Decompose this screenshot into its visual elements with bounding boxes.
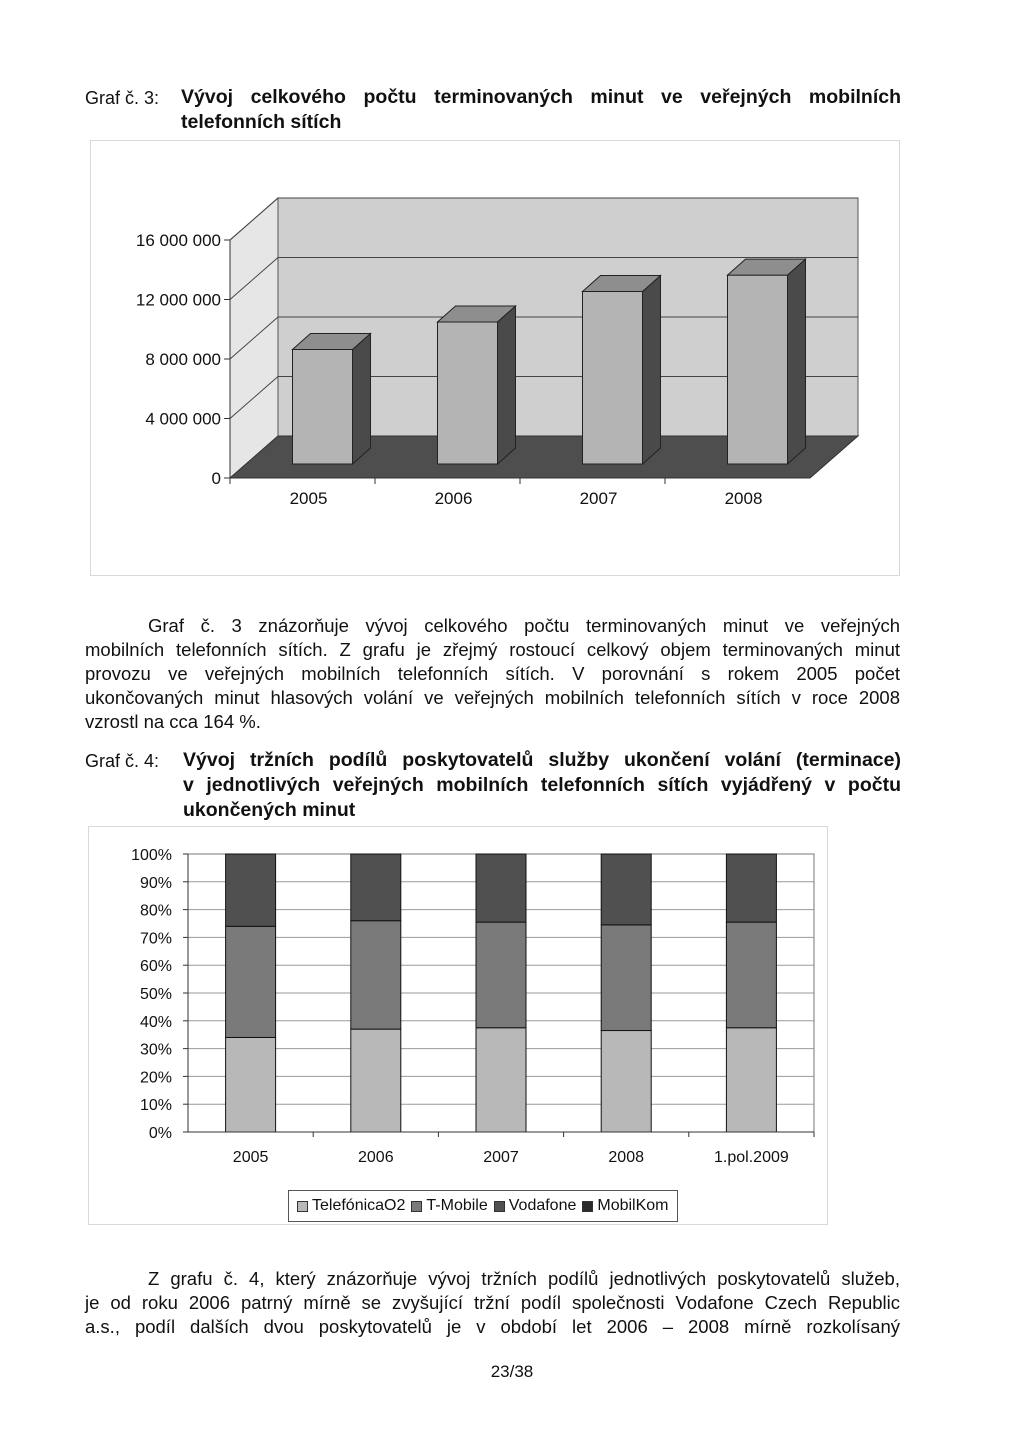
chart4-y-tick-label: 90% bbox=[139, 874, 172, 892]
chart4-legend-swatch bbox=[582, 1201, 593, 1212]
chart4-bar-segment bbox=[226, 1037, 276, 1132]
chart3-bar-side bbox=[788, 259, 806, 464]
paragraph-line: ukončovaných minut hlasových volání ve veřejných mobilních telefonních sítích v roce 2008 bbox=[85, 687, 900, 708]
chart4-title-line: ukončených minut bbox=[183, 799, 356, 821]
chart4-y-tick-label: 30% bbox=[139, 1041, 172, 1059]
chart3-y-tick-label: 8 000 000 bbox=[145, 350, 221, 369]
chart4-legend-item bbox=[582, 1197, 668, 1215]
chart4-bar-segment bbox=[476, 922, 526, 1028]
chart4-bar-segment bbox=[726, 1028, 776, 1132]
chart4-bar-segment bbox=[601, 925, 651, 1031]
chart4-y-tick-label: 100% bbox=[131, 847, 172, 864]
chart4-x-ticks bbox=[188, 1132, 814, 1166]
chart4-bar-segment bbox=[351, 854, 401, 921]
chart3-bar-side bbox=[353, 333, 371, 464]
chart4-y-tick-label: 40% bbox=[139, 1013, 172, 1031]
chart4-y-tick-label: 0% bbox=[148, 1125, 172, 1142]
chart4 bbox=[88, 826, 828, 1226]
chart3-caption-title bbox=[181, 85, 901, 135]
chart3-y-tick-label: 0 bbox=[211, 469, 221, 488]
chart4-caption-title bbox=[183, 748, 901, 823]
chart4-legend-swatch bbox=[494, 1201, 505, 1212]
chart3-bar-front bbox=[583, 291, 643, 464]
chart4-bar-segment bbox=[351, 921, 401, 1029]
chart4-bar-segment bbox=[351, 1029, 401, 1132]
chart4-legend-label: TelefónicaO2 bbox=[312, 1197, 406, 1214]
paragraph-line: Z grafu č. 4, který znázorňuje vývoj tržních podílů jednotlivých poskytovatelů služeb, bbox=[148, 1268, 900, 1289]
chart4-bar-segment bbox=[226, 926, 276, 1037]
chart4-legend bbox=[288, 1190, 678, 1222]
chart3-bar-side bbox=[643, 275, 661, 464]
paragraph-line: je od roku 2006 patrný mírně se zvyšující tržní podíl společnosti Vodafone Czech Republic bbox=[85, 1292, 900, 1313]
chart3 bbox=[90, 140, 900, 576]
chart3-x-ticks bbox=[230, 478, 810, 508]
chart4-legend-item bbox=[411, 1197, 487, 1215]
chart4-title-line: v jednotlivých veřejných mobilních telefonních sítích vyjádřený v počtu bbox=[183, 774, 901, 796]
chart4-bar-segment bbox=[601, 854, 651, 925]
chart3-y-tick-label: 4 000 000 bbox=[145, 409, 221, 429]
paragraph-1 bbox=[85, 614, 900, 734]
chart4-x-tick-label: 2008 bbox=[608, 1149, 644, 1166]
chart3-bar-front bbox=[438, 322, 498, 464]
chart4-legend-label: T-Mobile bbox=[426, 1197, 488, 1214]
chart4-x-tick-label: 2005 bbox=[232, 1149, 269, 1166]
chart4-y-tick-label: 60% bbox=[139, 958, 172, 976]
chart4-bar-segment bbox=[226, 854, 276, 926]
paragraph-line: provozu ve veřejných mobilních telefonních sítích. V porovnání s rokem 2005 počet bbox=[85, 663, 900, 684]
chart4-legend-item bbox=[494, 1197, 577, 1215]
chart4-y-tick-label: 80% bbox=[139, 902, 172, 920]
chart3-bar-front bbox=[728, 275, 788, 464]
chart4-bar-segment bbox=[726, 922, 776, 1028]
chart3-y-ticks bbox=[136, 231, 230, 488]
chart3-title-line: telefonních sítích bbox=[181, 111, 342, 133]
chart4-y-tick-label: 10% bbox=[139, 1097, 172, 1115]
chart3-y-tick-label: 12 000 000 bbox=[135, 290, 221, 310]
paragraph-line: Graf č. 3 znázorňuje vývoj celkového počtu terminovaných minut ve veřejných bbox=[148, 615, 900, 636]
chart4-y-tick-label: 50% bbox=[139, 986, 172, 1003]
chart4-x-tick-label: 2007 bbox=[483, 1149, 519, 1166]
paragraph-line: vzrostl na cca 164 %. bbox=[85, 711, 261, 732]
chart3-caption-label: Graf č. 3: bbox=[85, 88, 160, 108]
chart3-y-tick-label: 16 000 000 bbox=[135, 231, 221, 250]
paragraph-line: a.s., podíl dalších dvou poskytovatelů je v období let 2006 – 2008 mírně rozkolísaný bbox=[85, 1316, 900, 1337]
chart4-x-tick-label: 1.pol.2009 bbox=[714, 1149, 789, 1166]
chart4-legend-label: Vodafone bbox=[508, 1197, 577, 1214]
chart4-legend-label: MobilKom bbox=[597, 1197, 669, 1214]
chart4-legend-swatch bbox=[411, 1201, 422, 1212]
chart4-caption-label: Graf č. 4: bbox=[85, 751, 160, 771]
chart3-x-tick-label: 2006 bbox=[434, 489, 473, 508]
chart3-bar-front bbox=[293, 349, 353, 464]
chart4-legend-swatch bbox=[297, 1201, 308, 1212]
chart4-bar-segment bbox=[726, 854, 776, 922]
chart4-legend-item bbox=[297, 1197, 405, 1215]
chart4-plot-area bbox=[188, 854, 814, 1132]
chart3-bar-side bbox=[498, 306, 516, 464]
chart4-y-tick-label: 20% bbox=[139, 1069, 172, 1087]
paragraph-line: mobilních telefonních sítích. Z grafu je zřejmý rostoucí celkový objem terminovaných minut bbox=[85, 639, 900, 660]
chart4-bar-segment bbox=[476, 854, 526, 922]
chart4-bar-segment bbox=[601, 1031, 651, 1132]
chart3-x-tick-label: 2005 bbox=[289, 489, 328, 508]
paragraph-2 bbox=[85, 1267, 900, 1339]
chart4-y-ticks bbox=[131, 847, 188, 1142]
chart3-x-tick-label: 2007 bbox=[579, 489, 618, 508]
chart4-y-tick-label: 70% bbox=[139, 930, 172, 948]
chart4-x-tick-label: 2006 bbox=[358, 1149, 394, 1166]
chart3-title-line: Vývoj celkového počtu terminovaných minut ve veřejných mobilních bbox=[181, 86, 901, 108]
page-number: 23/38 bbox=[490, 1362, 534, 1381]
chart4-title-line: Vývoj tržních podílů poskytovatelů služby ukončení volání (terminace) bbox=[183, 749, 901, 771]
chart4-bar-segment bbox=[476, 1028, 526, 1132]
chart3-x-tick-label: 2008 bbox=[724, 489, 763, 508]
